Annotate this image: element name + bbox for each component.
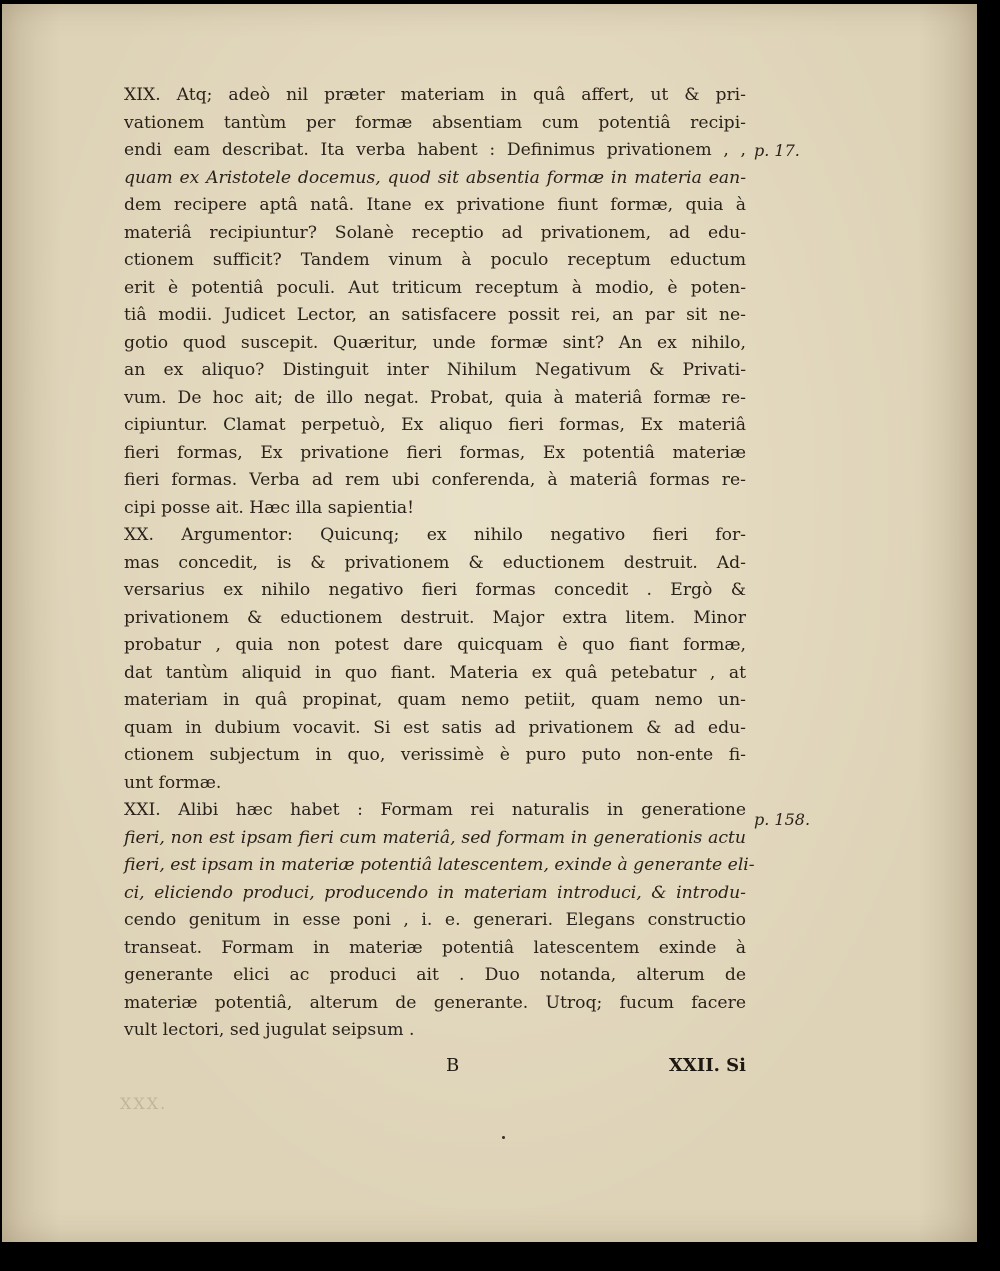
- text-line: probatur , quia non potest dare quicquam è quo fiant formæ,: [124, 635, 746, 655]
- text-line: ci, eliciendo produci, producendo in materiam introduci, & introdu-: [124, 882, 746, 903]
- text-line: fieri formas. Verba ad rem ubi conferenda, à materiâ formas re-: [124, 470, 746, 490]
- text-line: cipiuntur. Clamat perpetuò, Ex aliquo fieri formas, Ex materiâ: [124, 415, 746, 435]
- text-line: XXI. Alibi hæc habet : Formam rei naturalis in generatione: [124, 800, 746, 820]
- text-line: cipi posse ait. Hæc illa sapientia!: [124, 497, 415, 518]
- page-footer: [124, 1049, 746, 1079]
- text-line: endi eam describat. Ita verba habent : Definimus privationem , ,: [124, 140, 746, 160]
- bleed-through-text: XXX.: [120, 1094, 168, 1113]
- text-line: materiam in quâ propinat, quam nemo petiit, quam nemo un-: [124, 690, 746, 710]
- text-line: vult lectori, sed jugulat seipsum .: [124, 1020, 415, 1040]
- ink-speck: [502, 1136, 505, 1139]
- text-line: ctionem sufficit? Tandem vinum à poculo receptum eductum: [124, 250, 746, 270]
- margin-note-page-ref: p. 158.: [754, 810, 811, 829]
- text-line: versarius ex nihilo negativo fieri formas concedit . Ergò &: [124, 580, 746, 600]
- text-line: cendo genitum in esse poni , i. e. generari. Elegans constructio: [124, 910, 746, 930]
- text-line: XIX. Atq; adeò nil præter materiam in quâ affert, ut & pri-: [124, 85, 746, 105]
- text-line: gotio quod suscepit. Quæritur, unde formæ sint? An ex nihilo,: [124, 332, 746, 353]
- text-line: ctionem subjectum in quo, verissimè è puro puto non-ente fi-: [124, 745, 746, 765]
- text-line: an ex aliquo? Distinguit inter Nihilum Negativum & Privati-: [124, 360, 746, 380]
- text-line: dem recipere aptâ natâ. Itane ex privatione fiunt formæ, quia à: [124, 195, 746, 215]
- text-line: fieri, est ipsam in materiæ potentiâ latescentem, exinde à generante eli-: [124, 855, 755, 875]
- signature-mark: B: [446, 1055, 460, 1076]
- text-line: quam ex Aristotele docemus, quod sit absentia formæ in materia ean-: [124, 167, 746, 188]
- text-line: privationem & eductionem destruit. Major extra litem. Minor: [124, 607, 746, 628]
- text-line: erit è potentiâ poculi. Aut triticum receptum à modio, è poten-: [124, 277, 746, 298]
- text-line: generante elici ac produci ait . Duo notanda, alterum de: [124, 965, 746, 985]
- catchword: XXII. Si: [668, 1055, 746, 1076]
- text-line: vum. De hoc ait; de illo negat. Probat, quia à materiâ formæ re-: [124, 387, 746, 408]
- text-line: XX. Argumentor: Quicunq; ex nihilo negativo fieri for-: [124, 525, 746, 545]
- text-line: materiâ recipiuntur? Solanè receptio ad privationem, ad edu-: [124, 222, 746, 243]
- text-line: materiæ potentiâ, alterum de generante. Utroq; fucum facere: [124, 992, 746, 1013]
- text-line: tiâ modii. Judicet Lector, an satisfacere possit rei, an par sit ne-: [124, 305, 746, 325]
- text-line: dat tantùm aliquid in quo fiant. Materia ex quâ petebatur , at: [124, 662, 746, 683]
- text-line: unt formæ.: [124, 772, 222, 793]
- text-line: mas concedit, is & privationem & eductionem destruit. Ad-: [124, 552, 746, 573]
- text-line: fieri formas, Ex privatione fieri formas, Ex potentiâ materiæ: [124, 442, 746, 463]
- book-page: [2, 4, 977, 1242]
- body-text: [124, 82, 755, 1045]
- text-line: transeat. Formam in materiæ potentiâ latescentem exinde à: [124, 937, 746, 958]
- margin-note-page-ref: p. 17.: [754, 141, 800, 160]
- text-line: quam in dubium vocavit. Si est satis ad privationem & ad edu-: [124, 717, 746, 738]
- text-line: vationem tantùm per formæ absentiam cum potentiâ recipi-: [124, 112, 746, 133]
- text-line: fieri, non est ipsam fieri cum materiâ, sed formam in generationis actu: [124, 827, 746, 848]
